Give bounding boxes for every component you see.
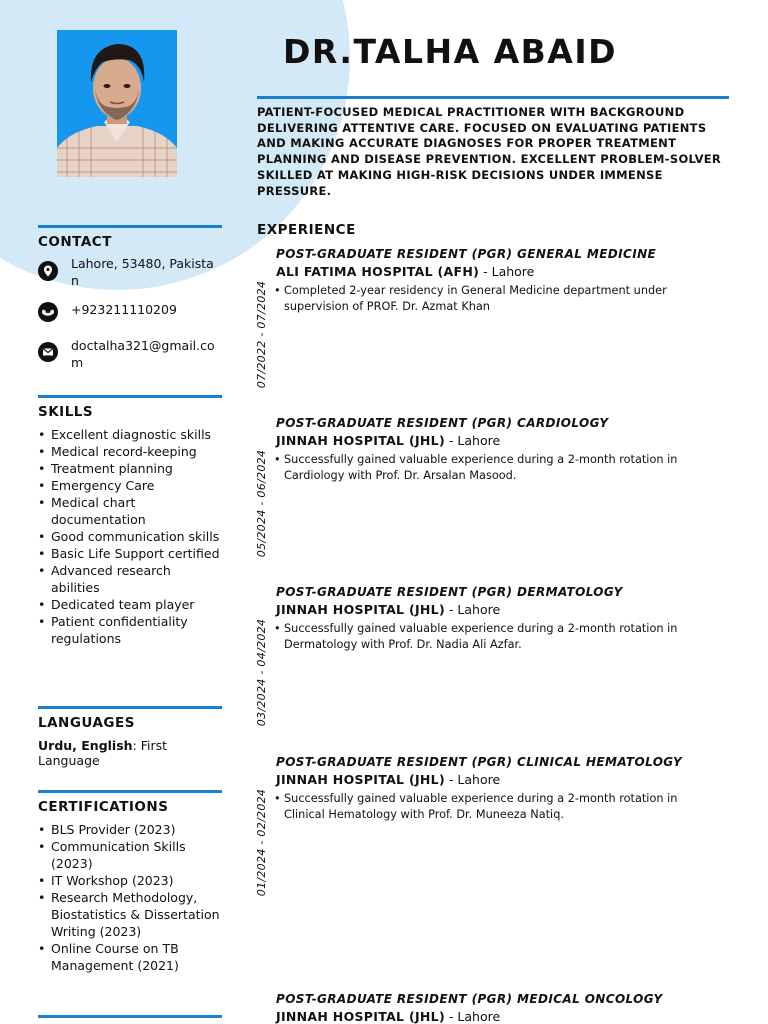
bullet: • (274, 622, 281, 635)
bullet: • (274, 453, 281, 466)
job-description-text: Completed 2-year residency in General Medicine department under supervision of PROF. Dr. Azmat Khan (284, 284, 667, 313)
languages-heading: LANGUAGES (38, 715, 135, 731)
job-dates-text: 01/2024 - 02/2024 (255, 788, 269, 896)
contact-heading: CONTACT (38, 234, 112, 250)
job-description-text: Successfully gained valuable experience during a 2-month rotation in Cardiology with Prof. Dr. Arsalan Masood. (284, 453, 678, 482)
job-location: - Lahore (444, 433, 501, 448)
job-organization (276, 772, 500, 787)
job-org-name: JINNAH HOSPITAL (JHL) (276, 433, 445, 448)
skill-item: • Patient confidentiality regulations (38, 613, 222, 647)
job-dates (253, 617, 271, 727)
skill-item: • Advanced research abilities (38, 562, 222, 596)
skills-section (38, 395, 222, 647)
job-dates-text: 07/2022 - 07/2024 (255, 280, 269, 388)
certifications-list (38, 821, 222, 974)
certification-item: • BLS Provider (2023) (38, 821, 222, 838)
job-description (274, 791, 714, 823)
certifications-heading: CERTIFICATIONS (38, 799, 169, 815)
contact-section (38, 225, 222, 250)
contact-email-row (38, 337, 221, 371)
profile-photo-illustration (57, 30, 177, 177)
skill-item: • Treatment planning (38, 460, 222, 477)
job-title: POST-GRADUATE RESIDENT (PGR) CLINICAL HEMATOLOGY (276, 755, 683, 769)
candidate-name: DR.TALHA ABAID (283, 32, 618, 71)
certification-item: • Research Methodology, Biostatistics & Dissertation Writing (2023) (38, 889, 222, 940)
skill-item: • Emergency Care (38, 477, 222, 494)
job-dates (253, 279, 271, 389)
certification-item: • IT Workshop (2023) (38, 872, 222, 889)
job-dates (253, 787, 271, 897)
skill-item: • Good communication skills (38, 528, 222, 545)
profile-photo (57, 30, 177, 177)
languages-level: : First Language (38, 738, 168, 768)
job-description (274, 621, 714, 653)
job-description (274, 452, 714, 484)
contact-email[interactable]: doctalha321@gmail.com (71, 338, 215, 370)
job-dates-text: 03/2024 - 04/2024 (255, 618, 269, 726)
job-org-name: JINNAH HOSPITAL (JHL) (276, 1009, 445, 1024)
job-organization (276, 1009, 500, 1024)
contact-phone-row (38, 301, 221, 322)
job-organization (276, 264, 534, 279)
bullet: • (274, 284, 281, 297)
skills-heading: SKILLS (38, 404, 94, 420)
job-org-name: ALI FATIMA HOSPITAL (AFH) (276, 264, 480, 279)
skill-item: • Dedicated team player (38, 596, 222, 613)
job-title: POST-GRADUATE RESIDENT (PGR) MEDICAL ONCOLOGY (276, 992, 663, 1006)
bullet: • (274, 792, 281, 805)
contact-address-row (38, 255, 221, 289)
certification-item: • Online Course on TB Management (2021) (38, 940, 222, 974)
certification-item: • Communication Skills (2023) (38, 838, 222, 872)
skill-item: • Excellent diagnostic skills (38, 426, 222, 443)
email-icon (38, 342, 58, 362)
job-location: - Lahore (444, 772, 501, 787)
job-description-text: Successfully gained valuable experience during a 2-month rotation in Dermatology with Prof. Dr. Nadia Ali Azfar. (284, 622, 678, 651)
job-dates-text: 05/2024 - 06/2024 (255, 449, 269, 557)
languages-text (38, 738, 222, 768)
languages-section (38, 706, 222, 768)
job-dates (253, 448, 271, 558)
job-title: POST-GRADUATE RESIDENT (PGR) CARDIOLOGY (276, 416, 609, 430)
contact-phone: +923211110209 (71, 302, 177, 317)
job-organization (276, 433, 500, 448)
skill-item: • Medical record-keeping (38, 443, 222, 460)
location-pin-icon (38, 261, 58, 281)
skill-item: • Medical chart documentation (38, 494, 222, 528)
phone-icon (38, 302, 58, 322)
job-org-name: JINNAH HOSPITAL (JHL) (276, 772, 445, 787)
job-title: POST-GRADUATE RESIDENT (PGR) GENERAL MEDICINE (276, 247, 657, 261)
languages-names: Urdu, English (38, 738, 133, 753)
job-title: POST-GRADUATE RESIDENT (PGR) DERMATOLOGY (276, 585, 623, 599)
job-location: - Lahore (444, 1009, 501, 1024)
next-section-divider (38, 1015, 222, 1018)
header-divider (257, 96, 729, 99)
certifications-section (38, 790, 222, 974)
profile-summary: PATIENT-FOCUSED MEDICAL PRACTITIONER WITH BACKGROUND DELIVERING ATTENTIVE CARE. FOCUSED ON EVALUATING PATIENTS AND MAKING ACCURATE DIAGNOSES FOR PROPER TREATMENT PLANNING AND DISEASE PREVENTION. EXCELLENT PROBLEM-SOLVER SKILLED AT MAKING HIGH-RISK DECISIONS UNDER IMMENSE PRESSURE. (257, 105, 722, 198)
job-organization (276, 602, 500, 617)
job-org-name: JINNAH HOSPITAL (JHL) (276, 602, 445, 617)
job-location: - Lahore (444, 602, 501, 617)
skills-list (38, 426, 222, 647)
skill-item: • Basic Life Support certified (38, 545, 222, 562)
contact-address: Lahore, 53480, Pakistan (71, 256, 214, 288)
job-location: - Lahore (479, 264, 535, 279)
experience-heading: EXPERIENCE (257, 222, 356, 238)
job-description-text: Successfully gained valuable experience during a 2-month rotation in Clinical Hematology with Prof. Dr. Muneeza Natiq. (284, 792, 678, 821)
job-description (274, 283, 714, 315)
